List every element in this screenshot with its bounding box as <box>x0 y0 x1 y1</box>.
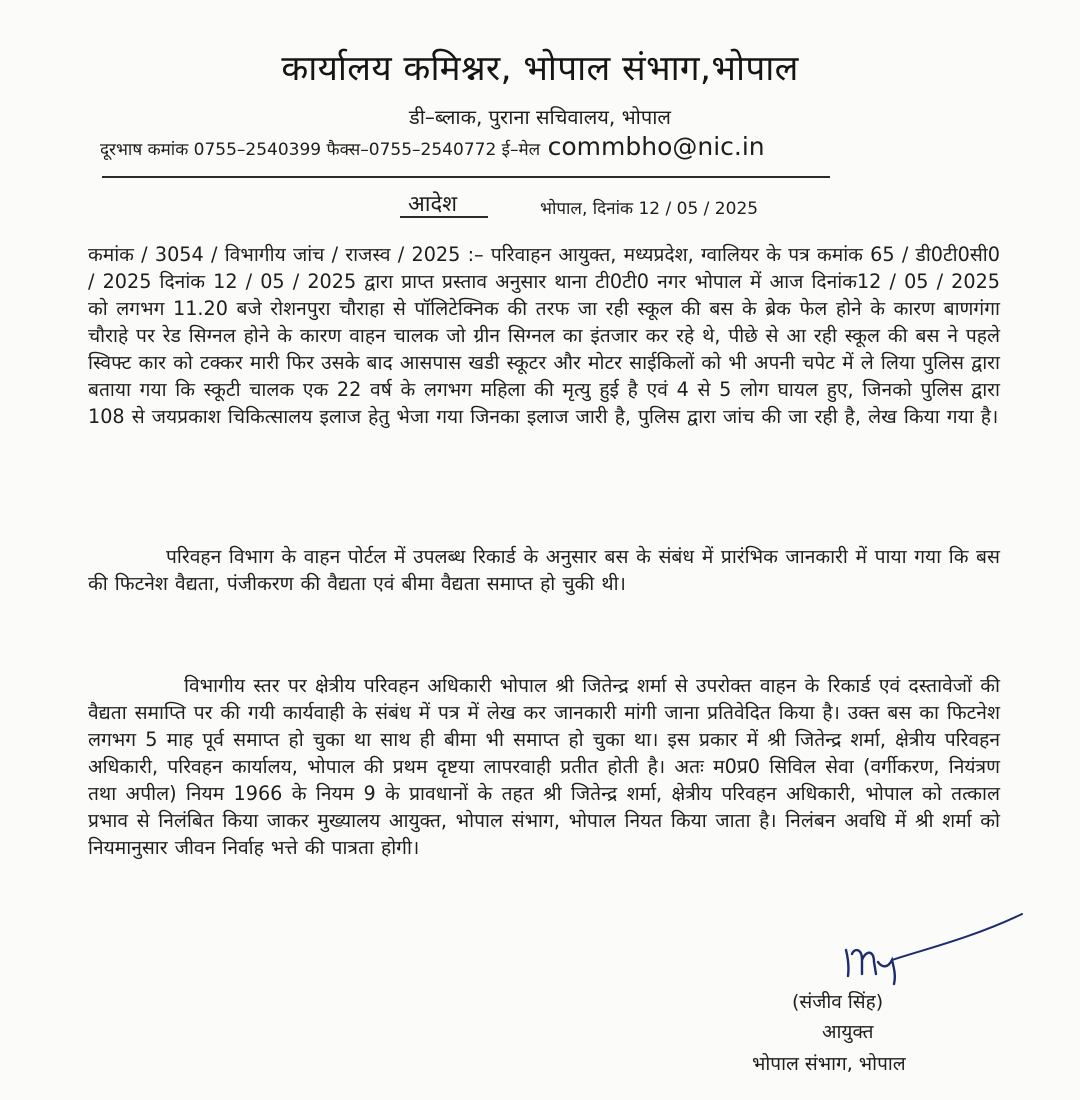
signatory-name: (संजीव सिंह) <box>792 991 884 1013</box>
contact-label: दूरभाष कमांक 0755–2540399 फैक्स–0755–2540772 ई–मेल <box>100 140 541 160</box>
body-paragraph-1: कमांक / 3054 / विभागीय जांच / राजस्व / 2025 :– परिवाहन आयुक्त, मध्यप्रदेश, ग्वालियर के पत्र कमांक 65 / डी0टी0सी0 / 2025 दिनांक 12 / 05 / 2025 द्वारा प्राप्त प्रस्ताव अनुसार थाना टी0टी0 नगर भोपाल में आज दिनांक12 / 05 / 2025 को लगभग 11.20 बजे रोशनपुरा चौराहा से पॉलिटेक्निक की तरफ जा रही स्कूल की बस के ब्रेक फेल होने के कारण बाणगंगा चौराहे पर रेड सिग्नल होने के कारण वाहन चालक जो ग्रीन सिग्नल का इंतजार कर रहे थे, पीछे से आ रही स्कूल की बस ने पहले स्विफ्ट कार को टक्कर मारी फिर उसके बाद आसपास खडी स्कूटर और मोटर साईकिलों को भी अपनी चपेट में ले लिया पुलिस द्वारा बताया गया कि स्कूटी चालक एक 22 वर्ष के लगभग महिला की मृत्यु हुई है एवं 4 से 5 लोग घायल हुए, जिनको पुलिस द्वारा 108 से जयप्रकाश चिकित्सालय इलाज हेतु भेजा गया जिनका इलाज जारी है, पुलिस द्वारा जांच की जा रही है, लेख किया गया है। <box>88 243 1000 428</box>
email-address: commbho@nic.in <box>547 132 765 161</box>
office-title: कार्यालय कमिश्नर, भोपाल संभाग,भोपाल <box>281 49 799 89</box>
handwritten-signature <box>822 908 1032 988</box>
order-title-underline <box>400 216 488 218</box>
order-title: आदेश <box>408 192 458 217</box>
body-paragraph-2: परिवहन विभाग के वाहन पोर्टल में उपलब्ध रिकार्ड के अनुसार बस के संबंध में प्रारंभिक जानकारी में पाया गया कि बस की फिटनेश वैद्यता, पंजीकरण की वैद्यता एवं बीमा वैद्यता समाप्त हो चुकी थी। <box>88 545 1000 595</box>
body-paragraph-3: विभागीय स्तर पर क्षेत्रीय परिवहन अधिकारी भोपाल श्री जितेन्द्र शर्मा से उपरोक्त वाहन के रिकार्ड एवं दस्तावेजों की वैद्यता समाप्ति पर की गयी कार्यवाही के संबंध में पत्र में लेख कर जानकारी मांगी जाना प्रतिवेदित किया है। उक्त बस का फिटनेश लगभग 5 माह पूर्व समाप्त हो चुका था साथ ही बीमा भी समाप्त हो चुका था। इस प्रकार में श्री जितेन्द्र शर्मा, क्षेत्रीय परिवहन अधिकारी, परिवहन कार्यालय, भोपाल की प्रथम दृष्टया लापरवाही प्रतीत होती है। अतः म0प्र0 सिविल सेवा (वर्गीकरण, नियंत्रण तथा अपील) नियम 1966 के नियम 9 के प्रावधानों के तहत श्री जितेन्द्र शर्मा, क्षेत्रीय परिवहन अधिकारी, भोपाल को तत्काल प्रभाव से निलंबित किया जाकर मुख्यालय आयुक्त, भोपाल संभाग, भोपाल नियत किया जाता है। निलंबन अवधि में श्री शर्मा को नियमानुसार जीवन निर्वाह भत्ते की पात्रता होगी। <box>88 674 1000 859</box>
place-date: भोपाल, दिनांक 12 / 05 / 2025 <box>540 199 759 219</box>
contact-line <box>100 132 860 161</box>
header-divider <box>102 176 830 178</box>
signatory-office: भोपाल संभाग, भोपाल <box>752 1053 906 1075</box>
signatory-designation: आयुक्त <box>822 1021 874 1043</box>
office-address: डी–ब्लाक, पुराना सचिवालय, भोपाल <box>409 105 671 129</box>
